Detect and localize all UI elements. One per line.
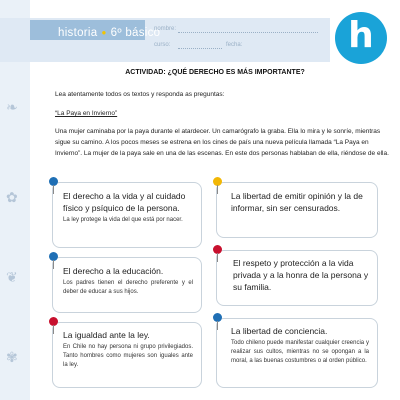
card-body: La ley protege la vida del que está por nacer.	[63, 217, 183, 223]
right-card	[216, 318, 378, 388]
decor-icon: ✾	[6, 350, 18, 366]
right-card	[216, 250, 378, 306]
date-field[interactable]	[226, 42, 242, 48]
decor-icon: ❧	[6, 100, 18, 116]
activity-title: ACTIVIDAD: ¿QUÉ DERECHO ES MÁS IMPORTANTE?	[125, 69, 305, 76]
card-title: El derecho a la vida y al cuidado físico y psíquico de la persona.	[63, 191, 186, 213]
instructions: Lea atentamente todos os textos y responda as preguntas:	[55, 91, 225, 98]
name-line	[178, 32, 318, 33]
logo	[335, 12, 387, 64]
pin-icon	[49, 317, 58, 326]
course-label: curso:	[154, 42, 171, 48]
name-label: nombre:	[154, 26, 177, 32]
story-title: “La Paya en Invierno”	[55, 110, 118, 117]
card-title: La libertad de conciencia.	[231, 326, 328, 336]
subject-label: historia	[58, 27, 98, 39]
pin-icon	[49, 252, 58, 261]
pin-icon	[213, 313, 222, 322]
decor-icon: ❦	[6, 270, 18, 286]
card-title: El respeto y protección a la vida privada y a la honra de la persona y su familia.	[233, 258, 369, 292]
right-card	[52, 182, 202, 248]
date-label: fecha:	[226, 42, 243, 48]
pin-icon	[213, 177, 222, 186]
card-title: La libertad de emitir opinión y la de informar, sin ser censurados.	[231, 191, 363, 213]
grade-label: 6º básico	[110, 27, 161, 39]
story-text: Una mujer caminaba por la paya durante el atardecer. Un camarógrafo la graba. Ella lo mira y le sonríe, mientras sigue su camino. A los pocos meses se estrena en los cines de país una nueva película llamada “La Paya en Invierno”. La mujer de la paya sale en una de las escenas. En este dos personas hablaban de ella, riéndose de ella.	[55, 128, 389, 157]
course-line	[178, 48, 222, 49]
card-body: En Chile no hay persona ni grupo privilegiados. Tanto hombres como mujeres son iguales ante la ley.	[63, 344, 193, 368]
card-title: La igualdad ante la ley.	[63, 330, 150, 340]
card-title: El derecho a la educación.	[63, 266, 164, 276]
subject-grade-label	[58, 27, 160, 39]
card-body: Los padres tienen el derecho preferente y el deber de educar a sus hijos.	[63, 280, 193, 295]
pin-icon	[213, 245, 222, 254]
card-body: Todo chileno puede manifestar cualquier creencia y realizar sus cultos, mientras no se opongan a la moral, a las buenas costumbres o al orden público.	[231, 340, 369, 364]
course-field[interactable]	[154, 42, 170, 48]
right-card	[216, 182, 378, 238]
decor-icon: ✿	[6, 190, 18, 206]
right-card	[52, 257, 202, 313]
logo-letter: h	[348, 15, 374, 56]
pin-icon	[49, 177, 58, 186]
bullet-icon: ●	[101, 28, 107, 37]
name-field[interactable]	[154, 26, 176, 32]
right-card	[52, 322, 202, 388]
